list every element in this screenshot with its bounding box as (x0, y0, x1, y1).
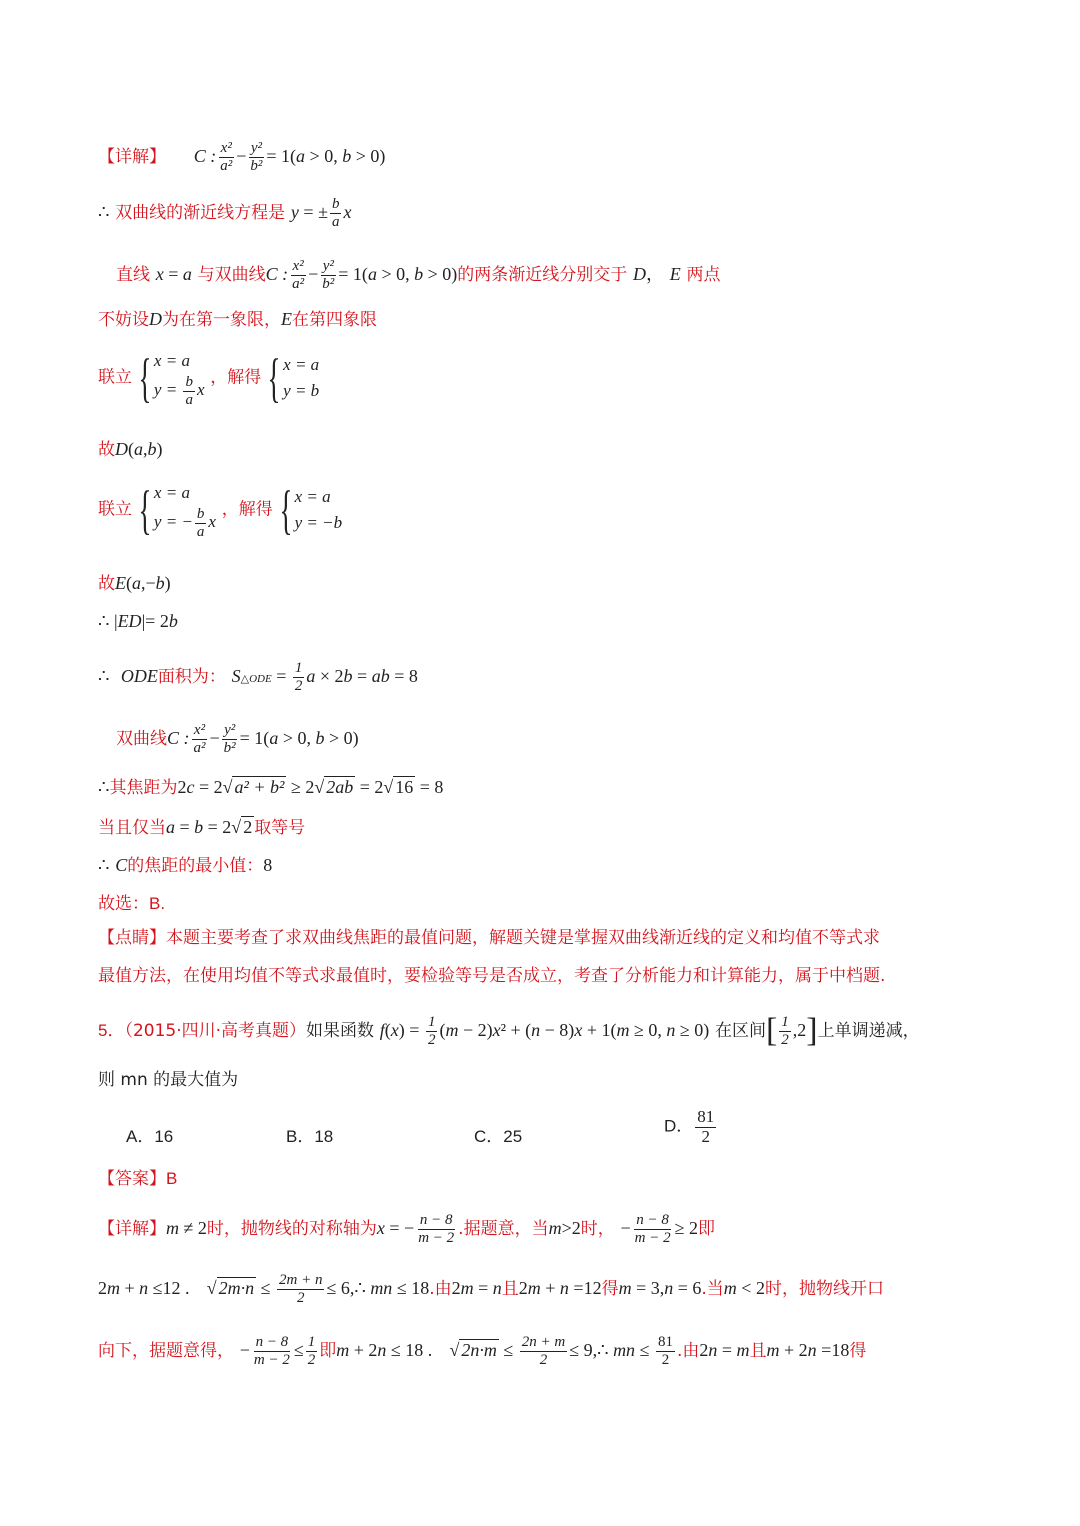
detail-tag: 【详解】 (98, 147, 166, 167)
remark-line-1 (98, 930, 880, 947)
option-d: D． $\frac{81}{2}$ (664, 1107, 715, 1146)
text-span: 得 (601, 1279, 619, 1299)
math-expr: C : (193, 146, 217, 166)
text-span: 得 (849, 1341, 867, 1361)
text-span: 两点 (686, 265, 721, 285)
text-span: 联立 (98, 499, 132, 520)
detail-line-1: 【详解】 C : $\frac{\text{x²}}{\text{a²}}$ − $\frac{\text{y²}}{\text{b²}}$ = 1(a > 0, b > 0) (98, 140, 386, 174)
math-fraction: $\frac{\text{y²}}{\text{b²}}$ (322, 258, 335, 292)
text-span: 即 (697, 1219, 715, 1239)
question-5-line-2: 则 mn 的最大值为 (98, 1070, 239, 1090)
detail-line-9: ∴ |ED|= 2b (98, 611, 178, 631)
question-number: 5． (98, 1021, 125, 1040)
remark-tag: 【点睛】 (98, 928, 166, 948)
text-span: .据题意，当 (458, 1219, 549, 1239)
option-a: A．16 (126, 1127, 174, 1146)
q5-detail-line-2: 2m + n ≤12 . √ 2m·n ≤ $\frac{2m + n}{2}$ ≤ 6,∴ mn ≤ 18.由2m = n且2m + n =12得m = 3,n = 6.当m < 2时，抛物线开口 (98, 1272, 884, 1306)
equation-system: x = a y = $\frac{b}{a}$ x (153, 351, 205, 408)
detail-tag: 【详解】 (98, 1219, 166, 1239)
option-c: C．25 (474, 1127, 523, 1146)
math-fraction: $\frac{\text{x²}}{\text{a²}}$ (292, 258, 305, 292)
text-span: .当 (701, 1279, 724, 1299)
equation-system: x = a y = b (283, 354, 320, 401)
remark-line-2: 最值方法，在使用均值不等式求最值时，要检验等号是否成立，考查了分析能力和计算能力，属于中档题. (98, 966, 886, 986)
question-5-line-1: 5．（2015·四川·高考真题）如果函数 f(x) = $\frac{1}{2}$ (m − 2)x² + (n − 8)x + 1(m ≥ 0, n ≥ 0) 在区间[ $\frac{1}{2}$ ,2]上单调递减， (98, 1012, 920, 1049)
question-source: （2015·四川·高考真题） (124, 1021, 307, 1041)
option-b: B．18 (286, 1127, 334, 1146)
answer-value: B (166, 1169, 178, 1188)
detail-line-13: 当且仅当a = b = 2√ 2 取等号 (98, 817, 306, 838)
min-value: 8 (263, 855, 273, 875)
detail-line-11: 双曲线C : $\frac{\text{x²}}{\text{a²}}$ − $\frac{\text{y²}}{\text{b²}}$ = 1(a > 0, b > 0) (116, 722, 359, 756)
detail-line-10: ∴ ODE面积为： S△ODE = $\frac{1}{2}$ a × 2b = ab = 8 (98, 660, 418, 694)
text-span: 双曲线 (116, 729, 167, 749)
text-span: ，解得 (221, 499, 273, 520)
text-span: 且 (749, 1341, 767, 1361)
text-span: 联立 (98, 367, 132, 388)
text-span: 的两条渐近线分别交于 (457, 265, 628, 285)
choice-line: 故选：B. (98, 894, 166, 913)
remark-text: 本题主要考查了求双曲线焦距的最值问题，解题关键是掌握双曲线渐近线的定义和均值不等式求 (166, 928, 880, 948)
text-span: 面积为： (157, 667, 226, 687)
math-fraction: $\frac{\text{x²}}{\text{a²}}$ (220, 140, 233, 174)
text-span: 在区间 (714, 1021, 766, 1041)
detail-line-8: 故E(a,−b) (98, 573, 171, 594)
answer-line (98, 1170, 177, 1188)
text-span: .由 (429, 1279, 452, 1299)
text-span: 即 (319, 1341, 337, 1361)
math-fraction: $\frac{b}{a}$ (331, 196, 340, 230)
detail-line-7: 联立 { x = a y = − $\frac{b}{a}$ x ，解得 { x = a y = −b (98, 480, 343, 541)
text-span: 其焦距为 (109, 778, 178, 798)
asymptote-text: 双曲线的渐近线方程是 (115, 203, 286, 223)
option-d-label: D． (664, 1116, 694, 1136)
answer-tag: 【答案】 (98, 1169, 166, 1189)
text-span: 当且仅当 (98, 818, 166, 838)
text-span: 故 (98, 574, 115, 594)
text-span: 时，抛物线开口 (764, 1279, 884, 1299)
text-span: .由 (676, 1341, 700, 1361)
text-span: 时，抛物线的对称轴为 (206, 1219, 377, 1239)
equation-system: x = a y = −b (294, 486, 343, 533)
text-span: 取等号 (254, 818, 306, 838)
math-fraction: $\frac{\text{y²}}{\text{b²}}$ (250, 140, 263, 174)
text-span: 直线 (116, 265, 150, 285)
detail-line-14: ∴ C的焦距的最小值：8 (98, 855, 273, 876)
text-span: 上单调递减， (817, 1021, 920, 1041)
text-span: ，解得 (210, 367, 262, 388)
detail-line-3: 直线 x = a 与双曲线C : $\frac{\text{x²}}{\text{a²}}$ − $\frac{\text{y²}}{\text{b²}}$ = 1(a > 0, b > 0)的两条渐近线分别交于 D， E 两点 (116, 258, 721, 292)
text-span: 与双曲线 (197, 265, 266, 285)
text-span: 在第四象限 (292, 310, 377, 330)
detail-line-4: 不妨设D为在第一象限，E在第四象限 (98, 309, 377, 330)
text-span: 的焦距的最小值： (127, 856, 264, 876)
detail-line-2: ∴ 双曲线的渐近线方程是 y = ± $\frac{b}{a}$ x (98, 196, 352, 230)
text-span: 时， (580, 1219, 615, 1239)
text-span: 故 (98, 440, 115, 460)
detail-line-6: 故D(a,b) (98, 439, 163, 460)
text-span: 为在第一象限， (162, 310, 281, 330)
q5-detail-line-1: 【详解】m ≠ 2时，抛物线的对称轴为x = − $\frac{n - 8}{m - 2}$ .据题意，当m>2时， − $\frac{n - 8}{m - 2}$ ≥ 2即 (98, 1212, 715, 1246)
detail-line-5: 联立 { x = a y = $\frac{b}{a}$ x ，解得 { x = a y = b (98, 348, 320, 409)
text-span: 向下，据题意得， (98, 1341, 234, 1361)
text-span: 不妨设 (98, 310, 149, 330)
detail-line-12: ∴其焦距为2c = 2√ a² + b² ≥ 2√ 2ab = 2√ 16 = 8 (98, 777, 444, 798)
equation-system: x = a y = − $\frac{b}{a}$ x (153, 483, 216, 540)
q5-detail-line-3: 向下，据题意得， − $\frac{n - 8}{m - 2}$ ≤ $\frac{1}{2}$ 即m + 2n ≤ 18 . √ 2n·m ≤ $\frac{2n + m}{2}$ ≤ 9,∴ mn ≤ $\frac{81}{2}$ .由2n = m且m + 2n =18得 (98, 1334, 867, 1368)
text-span: 且 (501, 1279, 519, 1299)
text-span: 如果函数 (306, 1021, 375, 1041)
